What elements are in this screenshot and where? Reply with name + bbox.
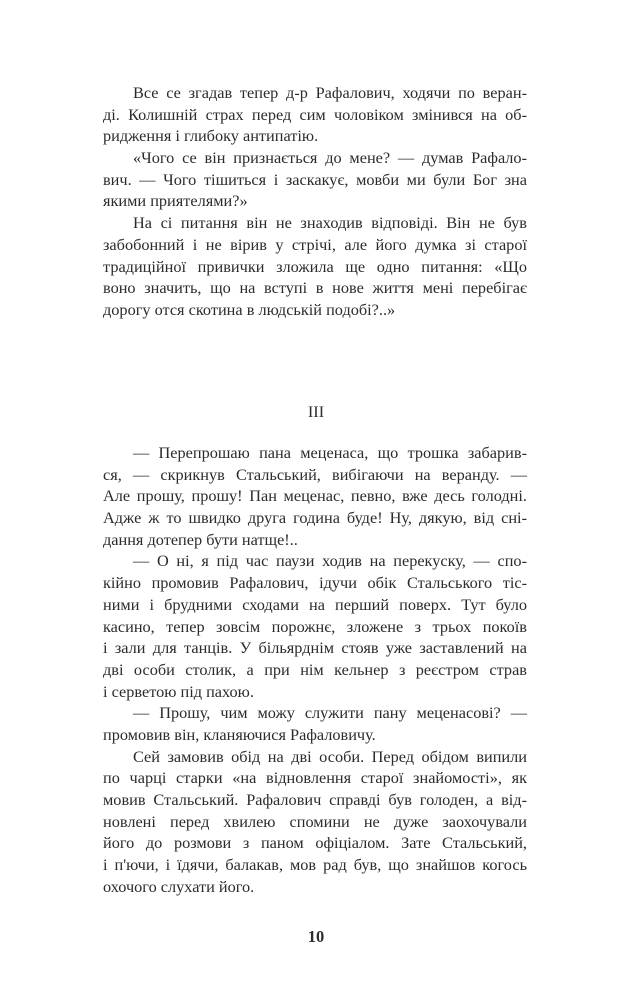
text-line: дання дотепер бути натще!.. <box>103 529 298 549</box>
text-line: Сей замовив обід на дві особи. Перед обідом випили <box>133 746 527 766</box>
paragraph <box>103 442 527 550</box>
paragraph <box>103 82 527 147</box>
text-line: Адже ж то швидко друга година буде! Ну, дякую, від сні- <box>103 508 527 528</box>
text-line: якими приятелями?» <box>103 191 248 211</box>
text-line: касино, тепер зовсім порожнє, зложене з трьох покоїв <box>103 616 527 636</box>
paragraph <box>103 147 527 212</box>
text-line: по чарці старки «на відновлення старої знайомості», як <box>103 768 527 788</box>
paragraph <box>103 746 527 898</box>
text-line: забобонний і не вірив у стрічі, але його думка зі старої <box>103 234 527 254</box>
paragraph <box>103 212 527 320</box>
text-line: воно значить, що на вступі в нове життя мені перебігає <box>103 278 527 298</box>
text-line: мовив Стальський. Рафалович справді був голоден, а від- <box>103 790 527 809</box>
text-line: дві особи столик, а при нім кельнер з реєстром страв <box>103 659 527 679</box>
text-line: Все се згадав тепер д-р Рафалович, ходячи по веран- <box>133 83 527 102</box>
text-line: ді. Колишній страх перед сим чоловіком змінився на об- <box>103 104 527 124</box>
text-line: ся, — скрикнув Стальський, вибігаючи на веранду. — <box>103 464 527 484</box>
text-line: охочого слухати його. <box>103 876 255 896</box>
text-line: ними і брудними сходами на перший поверх. Тут було <box>103 594 527 614</box>
text-line: — О ні, я під час паузи ходив на перекуску, — спо- <box>133 551 527 571</box>
text-line: його до розмови з паном офіціалом. Зате Стальський, <box>103 833 527 853</box>
text-line: традиційної привички зложила ще одно питання: «Що <box>103 256 527 276</box>
text-block-chapter <box>103 442 527 897</box>
text-block-top <box>103 82 527 321</box>
text-line: кійно промовив Рафалович, ідучи обік Стальського тіс- <box>103 573 527 593</box>
page-number: 10 <box>307 927 325 946</box>
text-line: — Прошу, чим можу служити пану меценасові? — <box>133 703 527 723</box>
text-line: «Чого се він признається до мене? — думав Рафало- <box>133 148 527 168</box>
chapter-heading: III <box>307 402 325 421</box>
text-line: і п'ючи, і їдячи, балакав, мов рад був, що знайшов когось <box>103 855 527 875</box>
text-line: На сі питання він не знаходив відповіді. Він не був <box>133 213 527 233</box>
text-line: дорогу отся скотина в людській подобі?..» <box>103 299 396 319</box>
paragraph <box>103 550 527 702</box>
paragraph <box>103 702 527 745</box>
text-line: — Перепрошаю пана меценаса, що трошка забарив- <box>133 443 527 462</box>
text-line: вич. — Чого тішиться і заскакує, мовби ми були Бог зна <box>103 169 527 189</box>
text-line: і серветою під пахою. <box>103 681 254 701</box>
text-line: Але прошу, прошу! Пан меценас, певно, вже десь голодні. <box>103 486 527 506</box>
text-line: і зали для танців. У більярднім стояв уже заставлений на <box>103 638 527 658</box>
text-line: промовив він, кланяючися Рафаловичу. <box>103 724 376 744</box>
text-line: ридження і глибоку антипатію. <box>103 126 319 146</box>
text-line: новлені перед хвилею спомини не дуже заохочували <box>103 811 527 831</box>
